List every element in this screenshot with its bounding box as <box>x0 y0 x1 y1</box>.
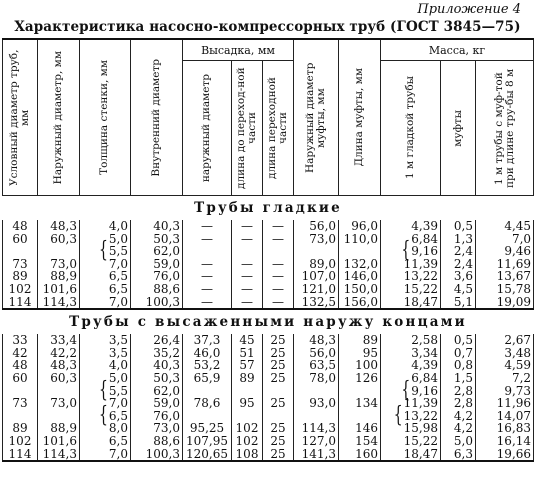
table-cell: 107,95 <box>183 435 232 448</box>
table-cell: 15,22 <box>381 435 441 448</box>
table-cell: 51 <box>232 347 263 360</box>
table-cell: 60 <box>3 372 38 385</box>
table-cell: 114,3 <box>38 448 80 462</box>
brace-mark: { <box>401 377 411 404</box>
table-cell: 132,5 <box>294 296 339 310</box>
table-cell: 4,39 <box>381 359 441 372</box>
table-cell: 25 <box>263 372 294 385</box>
table-cell: 33 <box>3 334 38 347</box>
table-cell: 73,0 <box>294 233 339 246</box>
table-cell: 73 <box>3 397 38 410</box>
table-cell: 73,0 <box>131 422 183 435</box>
table-cell: 89 <box>232 372 263 385</box>
table-cell: 100 <box>339 359 381 372</box>
table-cell: 53,2 <box>183 359 232 372</box>
section-title: Трубы с высаженными наружу концами <box>69 314 467 331</box>
table-cell: 78,0 <box>294 372 339 385</box>
table-cell: 65,9 <box>183 372 232 385</box>
table-cell: 110,0 <box>339 233 381 246</box>
table-cell: 126 <box>339 372 381 385</box>
table-cell: 7,0 <box>80 258 131 271</box>
table-cell: 2,58 <box>381 334 441 347</box>
table-row <box>3 245 534 258</box>
table-row <box>3 220 534 233</box>
table-cell: 114,3 <box>294 422 339 435</box>
table-cell: 5,1 <box>441 296 476 310</box>
table-cell: 102 <box>3 283 38 296</box>
table-cell: 62,0 <box>131 385 183 398</box>
table-row <box>3 435 534 448</box>
table-cell: 11,39 <box>381 258 441 271</box>
table-cell: 150,0 <box>339 283 381 296</box>
table-cell: 42 <box>3 347 38 360</box>
table-cell: 25 <box>263 347 294 360</box>
header-mass-group: Масса, кг <box>381 39 534 61</box>
table-cell: 1,5 <box>441 372 476 385</box>
table-cell: 89 <box>3 270 38 283</box>
table-cell: 93,0 <box>294 397 339 410</box>
section-title: Трубы гладкие <box>194 200 342 216</box>
table-cell: 102 <box>232 435 263 448</box>
table-cell: 6,5 <box>80 270 131 283</box>
table-cell: 40,3 <box>131 359 183 372</box>
table-cell: 7,0 <box>80 448 131 462</box>
table-cell: 3,48 <box>476 347 534 360</box>
table-cell: 19,09 <box>476 296 534 310</box>
table-cell: 4,0 <box>80 359 131 372</box>
table-cell: 37,3 <box>183 334 232 347</box>
table-cell: 88,6 <box>131 283 183 296</box>
table-cell: 3,34 <box>381 347 441 360</box>
table-cell: — <box>183 220 232 233</box>
table-cell: 56,0 <box>294 220 339 233</box>
table-cell: 25 <box>263 397 294 410</box>
page-title: Характеристика насосно-компрессорных труб (ГОСТ 3845—75) <box>14 19 521 35</box>
table-cell: 114 <box>3 296 38 310</box>
table-cell <box>38 245 80 258</box>
header-outer-diameter: Наружный диаметр, мм <box>38 39 80 196</box>
table-cell: 89,0 <box>294 258 339 271</box>
table-cell: 4,45 <box>476 220 534 233</box>
table-cell: 50,3 <box>131 372 183 385</box>
table-cell: 2,8 <box>441 397 476 410</box>
table-cell: 6,5 <box>80 283 131 296</box>
table-cell: 107,0 <box>294 270 339 283</box>
table-cell: 0,8 <box>441 359 476 372</box>
table-cell: 127,0 <box>294 435 339 448</box>
table-cell: 88,6 <box>131 435 183 448</box>
cell-value: 6,5 <box>108 408 128 423</box>
table-cell: 114 <box>3 448 38 462</box>
table-cell: 141,3 <box>294 448 339 462</box>
table-cell: — <box>183 233 232 246</box>
table-cell: 89 <box>339 334 381 347</box>
table-cell: 3,6 <box>441 270 476 283</box>
table-cell: 101,6 <box>38 283 80 296</box>
brace-mark: { <box>401 238 411 264</box>
header-coupling-length: Длина муфты, мм <box>339 39 381 196</box>
table-cell: — <box>183 283 232 296</box>
brace-mark: { <box>393 402 403 429</box>
header-upset-length-to-transition: длина до переход-ной части <box>232 61 263 196</box>
table-cell: 7,0 <box>476 233 534 246</box>
table-cell: 60 <box>3 233 38 246</box>
table-cell: 4,2 <box>441 422 476 435</box>
table-cell: — <box>232 283 263 296</box>
table-cell: 100,3 <box>131 296 183 310</box>
header-inner-diameter: Внутренний диаметр <box>131 39 183 196</box>
table-cell: 146 <box>339 422 381 435</box>
table-cell: 60,3 <box>38 233 80 246</box>
table-row <box>3 283 534 296</box>
table-row <box>3 372 534 385</box>
table-cell: 14,07 <box>476 410 534 423</box>
table-cell: 63,5 <box>294 359 339 372</box>
table-cell: 114,3 <box>38 296 80 310</box>
table-cell: 6,3 <box>441 448 476 462</box>
table-cell: 73,0 <box>38 258 80 271</box>
header-mass-pipe: 1 м гладкой трубы <box>381 61 441 196</box>
table-cell: 40,3 <box>131 220 183 233</box>
table-cell: 3,5 <box>80 334 131 347</box>
table-cell: 73 <box>3 258 38 271</box>
table-cell: 15,22 <box>381 283 441 296</box>
table-cell: 18,47 <box>381 448 441 462</box>
table-cell: 48 <box>3 220 38 233</box>
table-cell: — <box>263 270 294 283</box>
table-cell: 48,3 <box>38 220 80 233</box>
table-cell: 78,6 <box>183 397 232 410</box>
table-cell: 19,66 <box>476 448 534 462</box>
table-cell: 4,39 <box>381 220 441 233</box>
table-cell: 108 <box>232 448 263 462</box>
table-body <box>3 196 534 462</box>
table-cell: 25 <box>263 422 294 435</box>
cell-value: 5,5 <box>108 383 128 398</box>
table-cell: — <box>263 233 294 246</box>
table-cell: 9,73 <box>476 385 534 398</box>
brace-mark: { <box>98 402 108 429</box>
section-smooth-pipes <box>3 196 534 221</box>
table-cell: 101,6 <box>38 435 80 448</box>
table-cell: 7,2 <box>476 372 534 385</box>
table-cell: 35,2 <box>131 347 183 360</box>
table-cell: — <box>183 258 232 271</box>
table-cell: 48 <box>3 359 38 372</box>
table-cell: 95,25 <box>183 422 232 435</box>
table-cell: 120,65 <box>183 448 232 462</box>
table-cell: 4,2 <box>441 410 476 423</box>
cell-value: 5,5 <box>108 244 128 259</box>
table-cell: 6,84 <box>381 233 441 246</box>
table-cell: — <box>263 258 294 271</box>
table-cell: 8,0 <box>80 422 131 435</box>
cell-value: 13,22 <box>403 408 439 423</box>
table-cell: 6,5 <box>80 435 131 448</box>
table-cell: — <box>232 258 263 271</box>
table-cell: 3,5 <box>80 347 131 360</box>
table-cell <box>339 245 381 258</box>
header-upset-outer: наружный диаметр <box>183 61 232 196</box>
table-cell: 16,83 <box>476 422 534 435</box>
table-cell <box>232 245 263 258</box>
table-cell: 25 <box>263 435 294 448</box>
table-cell: — <box>263 296 294 310</box>
table-cell: 7,0 <box>80 296 131 310</box>
table-cell: 25 <box>263 448 294 462</box>
header-nominal-diameter: Условный диаметр труб, мм <box>3 39 38 196</box>
table-cell: 102 <box>232 422 263 435</box>
brace-mark: { <box>98 238 108 264</box>
table-cell: 134 <box>339 397 381 410</box>
table-cell: 73,0 <box>38 397 80 410</box>
table-cell: — <box>263 283 294 296</box>
table-row <box>3 397 534 410</box>
table-cell: — <box>263 220 294 233</box>
table-cell <box>3 245 38 258</box>
header-wall-thickness: Толщина стенки, мм <box>80 39 131 196</box>
table-cell: — <box>232 270 263 283</box>
table-cell: 88,9 <box>38 422 80 435</box>
table-cell: 59,0 <box>131 397 183 410</box>
table-cell: 11,96 <box>476 397 534 410</box>
table-cell: 7,0 <box>80 397 131 410</box>
table-cell: — <box>232 220 263 233</box>
table-cell: 95 <box>339 347 381 360</box>
pipe-characteristics-table <box>2 38 534 462</box>
table-cell: 48,3 <box>294 334 339 347</box>
table-cell: 13,67 <box>476 270 534 283</box>
header-mass-total: 1 м трубы с муф-той при длине тру-бы 8 м <box>476 61 534 196</box>
table-cell: 88,9 <box>38 270 80 283</box>
table-cell: — <box>183 296 232 310</box>
table-cell: 33,4 <box>38 334 80 347</box>
table-cell: 16,14 <box>476 435 534 448</box>
table-cell: 57 <box>232 359 263 372</box>
table-cell: 60,3 <box>38 372 80 385</box>
table-cell: 48,3 <box>38 359 80 372</box>
header-upset-transition-length: длина переходной части <box>263 61 294 196</box>
table-cell: 2,8 <box>441 385 476 398</box>
table-cell: 18,47 <box>381 296 441 310</box>
table-cell: 100,3 <box>131 448 183 462</box>
table-cell: 76,0 <box>131 270 183 283</box>
table-cell: 96,0 <box>339 220 381 233</box>
table-cell: 5,0 <box>80 233 131 246</box>
table-cell: 42,2 <box>38 347 80 360</box>
table-cell: 45 <box>232 334 263 347</box>
table-cell: 132,0 <box>339 258 381 271</box>
table-cell: 0,7 <box>441 347 476 360</box>
table-cell: 25 <box>263 359 294 372</box>
section-upset-pipes <box>3 309 534 334</box>
appendix-label: Приложение 4 <box>417 2 521 17</box>
table-cell: 2,4 <box>441 245 476 258</box>
table-cell: 0,5 <box>441 220 476 233</box>
table-cell: 4,5 <box>441 283 476 296</box>
table-cell: 154 <box>339 435 381 448</box>
table-cell: 76,0 <box>131 410 183 423</box>
table-cell: 89 <box>3 422 38 435</box>
table-cell: 11,39 <box>381 397 441 410</box>
cell-value: 9,16 <box>411 244 439 259</box>
table-cell: 0,5 <box>441 334 476 347</box>
table-cell: — <box>232 233 263 246</box>
table-cell: 56,0 <box>294 347 339 360</box>
table-cell: 160 <box>339 448 381 462</box>
table-row <box>3 296 534 310</box>
table-cell: 5,0 <box>441 435 476 448</box>
table-cell: 11,69 <box>476 258 534 271</box>
table-cell: 62,0 <box>131 245 183 258</box>
table-cell: 156,0 <box>339 296 381 310</box>
table-cell: 46,0 <box>183 347 232 360</box>
table-cell: 59,0 <box>131 258 183 271</box>
table-cell <box>263 245 294 258</box>
header-mass-coupling: муфты <box>441 61 476 196</box>
table-cell: 102 <box>3 435 38 448</box>
table-cell: — <box>183 270 232 283</box>
table-cell: 26,4 <box>131 334 183 347</box>
table-cell: 25 <box>263 334 294 347</box>
table-cell: 4,59 <box>476 359 534 372</box>
table-cell: 121,0 <box>294 283 339 296</box>
table-cell: 9,46 <box>476 245 534 258</box>
brace-mark: { <box>98 377 108 404</box>
table-cell: 15,98 <box>381 422 441 435</box>
table-cell: 2,4 <box>441 258 476 271</box>
table-cell: 5,0 <box>80 372 131 385</box>
table-cell: — <box>232 296 263 310</box>
table-cell <box>183 245 232 258</box>
table-cell: 95 <box>232 397 263 410</box>
table-row <box>3 448 534 462</box>
header-upset-group: Высадка, мм <box>183 39 294 61</box>
table-header <box>3 39 534 196</box>
header-coupling-outer: Наружный диаметр муфты, мм <box>294 39 339 196</box>
table-row <box>3 334 534 347</box>
table-cell: 146,0 <box>339 270 381 283</box>
table-cell: 13,22 <box>381 270 441 283</box>
table-cell: 15,78 <box>476 283 534 296</box>
table-cell: 4,0 <box>80 220 131 233</box>
table-cell: 1,3 <box>441 233 476 246</box>
cell-value: 9,16 <box>411 383 439 398</box>
table-cell: 6,84 <box>381 372 441 385</box>
table-cell <box>294 245 339 258</box>
table-cell: 50,3 <box>131 233 183 246</box>
table-cell: 2,67 <box>476 334 534 347</box>
